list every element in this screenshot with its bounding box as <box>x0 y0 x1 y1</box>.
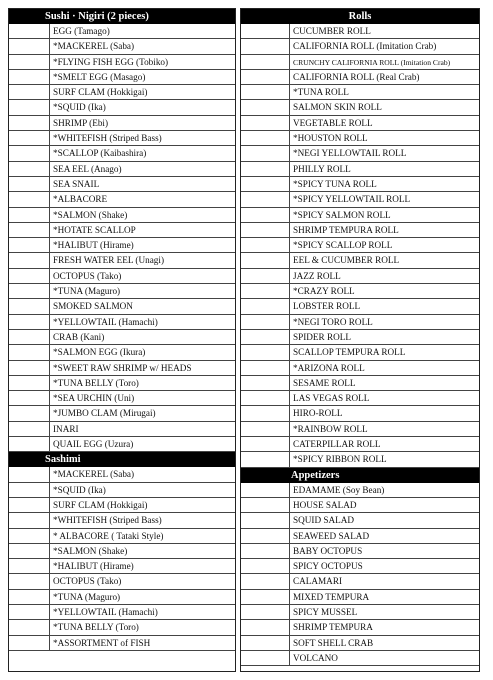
order-checkbox-cell[interactable] <box>241 208 290 222</box>
menu-item-label: VOLCANO <box>293 652 338 663</box>
menu-item-label: *SPICY SALMON ROLL <box>293 209 391 220</box>
sushi-row <box>9 70 235 85</box>
appetizer-row <box>241 620 479 635</box>
order-checkbox-cell[interactable] <box>241 192 290 206</box>
menu-item-label: HOUSE SALAD <box>293 499 357 510</box>
roll-row <box>241 315 479 330</box>
appetizer-row <box>241 605 479 620</box>
menu-item-label: CALIFORNIA ROLL (Real Crab) <box>293 71 420 82</box>
menu-item-label: LOBSTER ROLL <box>293 301 361 312</box>
roll-row <box>241 284 479 299</box>
roll-row <box>241 361 479 376</box>
right-column <box>240 8 480 672</box>
order-checkbox-cell[interactable] <box>9 238 50 252</box>
menu-item-label: *SQUID (Ika) <box>53 484 106 495</box>
order-checkbox-cell[interactable] <box>241 574 290 588</box>
sushi-row <box>9 100 235 115</box>
sushi-row <box>9 177 235 192</box>
menu-item-label: EEL & CUCUMBER ROLL <box>293 255 400 266</box>
menu-item-label: *HALIBUT (Hirame) <box>53 561 134 572</box>
order-checkbox-cell[interactable] <box>9 590 50 604</box>
sushi-row <box>9 253 235 268</box>
order-checkbox-cell[interactable] <box>241 299 290 313</box>
order-checkbox-cell[interactable] <box>241 620 290 634</box>
order-checkbox-cell[interactable] <box>9 177 50 191</box>
menu-item-label: CRAB (Kani) <box>53 331 105 342</box>
menu-item-label: *TUNA (Maguro) <box>53 286 121 297</box>
order-checkbox-cell[interactable] <box>241 559 290 573</box>
roll-row <box>241 192 479 207</box>
sashimi-header: Sashimi <box>9 452 235 467</box>
sushi-row <box>9 284 235 299</box>
roll-row <box>241 131 479 146</box>
order-checkbox-cell[interactable] <box>241 605 290 619</box>
order-checkbox-cell[interactable] <box>9 422 50 436</box>
order-checkbox-cell[interactable] <box>9 100 50 114</box>
order-checkbox-cell[interactable] <box>9 467 50 481</box>
menu-item-label: VEGETABLE ROLL <box>293 117 373 128</box>
menu-item-label: SPICY OCTOPUS <box>293 561 363 572</box>
roll-row <box>241 70 479 85</box>
order-checkbox-cell[interactable] <box>241 55 290 69</box>
roll-row <box>241 422 479 437</box>
menu-item-label: *MACKEREL (Saba) <box>53 41 135 52</box>
menu-item-label: SPICY MUSSEL <box>293 606 358 617</box>
roll-row <box>241 437 479 452</box>
order-checkbox-cell[interactable] <box>241 24 290 38</box>
sashimi-row <box>9 467 235 482</box>
menu-item-label: CUCUMBER ROLL <box>293 26 371 36</box>
order-checkbox-cell[interactable] <box>9 192 50 206</box>
order-checkbox-cell[interactable] <box>241 361 290 375</box>
sashimi-row <box>9 529 235 544</box>
menu-item-label: *SALMON (Shake) <box>53 209 128 220</box>
roll-row <box>241 452 479 467</box>
roll-row <box>241 223 479 238</box>
menu-item-label: SMOKED SALMON <box>53 301 133 312</box>
order-checkbox-cell[interactable] <box>9 574 50 588</box>
order-checkbox-cell[interactable] <box>241 422 290 436</box>
menu-item-label: SURF CLAM (Hokkigai) <box>53 87 148 98</box>
menu-item-label: SHRIMP (Ebi) <box>53 117 109 128</box>
order-checkbox-cell[interactable] <box>241 651 290 665</box>
menu-item-label: CATERPILLAR ROLL <box>293 439 381 450</box>
sushi-row <box>9 116 235 131</box>
sushi-row <box>9 391 235 406</box>
menu-item-label: SCALLOP TEMPURA ROLL <box>293 347 406 358</box>
menu-item-label: *WHITEFISH (Striped Bass) <box>53 133 162 144</box>
roll-row <box>241 376 479 391</box>
appetizer-row <box>241 590 479 605</box>
order-checkbox-cell[interactable] <box>9 146 50 160</box>
roll-row <box>241 55 479 70</box>
menu-item-label: *HOUSTON ROLL <box>293 133 368 144</box>
order-checkbox-cell[interactable] <box>9 223 50 237</box>
menu-item-label: *SEA URCHIN (Uni) <box>53 393 135 404</box>
order-checkbox-cell[interactable] <box>241 498 290 512</box>
order-checkbox-cell[interactable] <box>241 162 290 176</box>
order-checkbox-cell[interactable] <box>241 406 290 420</box>
order-checkbox-cell[interactable] <box>9 636 50 650</box>
menu-item-label: *SPICY TUNA ROLL <box>293 178 377 189</box>
sashimi-row <box>9 559 235 574</box>
menu-item-label: SEA SNAIL <box>53 178 100 189</box>
appetizer-row <box>241 651 479 666</box>
menu-item-label: *RAINBOW ROLL <box>293 423 368 434</box>
menu-item-label: *ASSORTMENT of FISH <box>53 637 151 648</box>
menu-item-label: LAS VEGAS ROLL <box>293 393 370 404</box>
rolls-header: Rolls <box>241 9 479 24</box>
order-checkbox-cell[interactable] <box>9 391 50 405</box>
menu-item-label: *TUNA BELLY (Toro) <box>53 622 139 633</box>
rolls-list <box>241 24 479 468</box>
order-checkbox-cell[interactable] <box>9 162 50 176</box>
menu-item-label: FRESH WATER EEL (Unagi) <box>53 255 165 266</box>
menu-item-label: SEAWEED SALAD <box>293 530 370 541</box>
sushi-row <box>9 269 235 284</box>
menu-item-label: BABY OCTOPUS <box>293 545 363 556</box>
order-checkbox-cell[interactable] <box>9 406 50 420</box>
sashimi-list <box>9 467 235 651</box>
roll-row <box>241 24 479 39</box>
menu-item-label: *ALBACORE <box>53 194 108 205</box>
sushi-row <box>9 131 235 146</box>
menu-item-label: CRUNCHY CALIFORNIA ROLL (Imitation Crab) <box>293 57 451 67</box>
sushi-row <box>9 376 235 391</box>
order-checkbox-cell[interactable] <box>241 223 290 237</box>
order-checkbox-cell[interactable] <box>241 391 290 405</box>
menu-item-label: SHRIMP TEMPURA <box>293 622 373 633</box>
order-checkbox-cell[interactable] <box>241 590 290 604</box>
menu-item-label: SEA EEL (Anago) <box>53 163 122 174</box>
menu-item-label: JAZZ ROLL <box>293 270 341 281</box>
menu-item-label: MIXED TEMPURA <box>293 591 370 602</box>
order-checkbox-cell[interactable] <box>241 100 290 114</box>
order-checkbox-cell[interactable] <box>9 70 50 84</box>
order-checkbox-cell[interactable] <box>9 330 50 344</box>
order-checkbox-cell[interactable] <box>241 85 290 99</box>
order-checkbox-cell[interactable] <box>9 116 50 130</box>
order-checkbox-cell[interactable] <box>241 315 290 329</box>
sushi-row <box>9 315 235 330</box>
menu-item-label: * ALBACORE ( Tataki Style) <box>53 530 164 541</box>
menu-item-label: *SPICY RIBBON ROLL <box>293 454 387 465</box>
appetizer-row <box>241 498 479 513</box>
sashimi-row <box>9 544 235 559</box>
order-checkbox-cell[interactable] <box>9 620 50 634</box>
order-checkbox-cell[interactable] <box>9 437 50 451</box>
order-checkbox-cell[interactable] <box>9 345 50 359</box>
order-checkbox-cell[interactable] <box>241 529 290 543</box>
menu-item-label: *SQUID (Ika) <box>53 102 106 113</box>
order-checkbox-cell[interactable] <box>241 269 290 283</box>
roll-row <box>241 253 479 268</box>
menu-item-label: SHRIMP TEMPURA ROLL <box>293 224 399 235</box>
menu-item-label: INARI <box>53 423 79 434</box>
menu-item-label: *YELLOWTAIL (Hamachi) <box>53 606 158 617</box>
appetizers-header: Appetizers <box>241 468 479 483</box>
sushi-row <box>9 422 235 437</box>
order-checkbox-cell[interactable] <box>241 70 290 84</box>
order-checkbox-cell[interactable] <box>9 24 50 38</box>
menu-item-label: EGG (Tamago) <box>53 26 110 36</box>
menu-item-label: SPIDER ROLL <box>293 331 351 342</box>
menu-item-label: *HOTATE SCALLOP <box>53 224 136 235</box>
sushi-row <box>9 299 235 314</box>
appetizer-row <box>241 559 479 574</box>
menu-item-label: *SWEET RAW SHRIMP w/ HEADS <box>53 362 192 373</box>
menu-item-label: *ARIZONA ROLL <box>293 362 365 373</box>
roll-row <box>241 391 479 406</box>
order-checkbox-cell[interactable] <box>241 483 290 497</box>
menu-item-label: OCTOPUS (Tako) <box>53 270 122 281</box>
menu-item-label: SESAME ROLL <box>293 377 356 388</box>
order-checkbox-cell[interactable] <box>9 376 50 390</box>
menu-item-label: HIRO-ROLL <box>293 408 343 419</box>
sashimi-row <box>9 498 235 513</box>
appetizer-row <box>241 544 479 559</box>
sushi-row <box>9 406 235 421</box>
order-checkbox-cell[interactable] <box>9 131 50 145</box>
sushi-row <box>9 223 235 238</box>
appetizer-row <box>241 513 479 528</box>
order-checkbox-cell[interactable] <box>9 544 50 558</box>
sushi-row <box>9 208 235 223</box>
menu-item-label: SALMON SKIN ROLL <box>293 102 382 113</box>
menu-item-label: CALAMARI <box>293 576 343 587</box>
menu-item-label: *SCALLOP (Kaibashira) <box>53 148 147 159</box>
roll-row <box>241 100 479 115</box>
order-checkbox-cell[interactable] <box>241 544 290 558</box>
sashimi-row <box>9 574 235 589</box>
sushi-row <box>9 146 235 161</box>
appetizer-row <box>241 636 479 651</box>
menu-item-label: SURF CLAM (Hokkigai) <box>53 499 148 510</box>
roll-row <box>241 208 479 223</box>
menu-item-label: *TUNA BELLY (Toro) <box>53 377 139 388</box>
order-checkbox-cell[interactable] <box>241 131 290 145</box>
roll-row <box>241 269 479 284</box>
order-checkbox-cell[interactable] <box>241 345 290 359</box>
order-checkbox-cell[interactable] <box>9 299 50 313</box>
order-checkbox-cell[interactable] <box>9 39 50 53</box>
order-checkbox-cell[interactable] <box>9 483 50 497</box>
menu-item-label: *SPICY YELLOWTAIL ROLL <box>293 194 411 205</box>
menu-item-label: *SALMON EGG (Ikura) <box>53 347 146 358</box>
menu-item-label: OCTOPUS (Tako) <box>53 576 122 587</box>
menu-item-label: *YELLOWTAIL (Hamachi) <box>53 316 158 327</box>
roll-row <box>241 406 479 421</box>
order-checkbox-cell[interactable] <box>241 177 290 191</box>
menu-item-label: *SALMON (Shake) <box>53 545 128 556</box>
roll-row <box>241 85 479 100</box>
menu-item-label: *MACKEREL (Saba) <box>53 469 135 480</box>
sushi-row <box>9 39 235 54</box>
appetizer-row <box>241 483 479 498</box>
menu-item-label: *TUNA ROLL <box>293 87 349 98</box>
roll-row <box>241 116 479 131</box>
menu-item-label: SOFT SHELL CRAB <box>293 637 374 648</box>
menu-item-label: *NEGI TORO ROLL <box>293 316 373 327</box>
roll-row <box>241 238 479 253</box>
order-checkbox-cell[interactable] <box>9 315 50 329</box>
sushi-row <box>9 330 235 345</box>
order-checkbox-cell[interactable] <box>9 513 50 527</box>
sushi-row <box>9 345 235 360</box>
sushi-nigiri-list <box>9 24 235 452</box>
order-checkbox-cell[interactable] <box>9 269 50 283</box>
order-checkbox-cell[interactable] <box>9 559 50 573</box>
menu-item-label: *SMELT EGG (Masago) <box>53 71 146 82</box>
menu-item-label: *SPICY SCALLOP ROLL <box>293 240 393 251</box>
order-checkbox-cell[interactable] <box>9 253 50 267</box>
order-checkbox-cell[interactable] <box>241 238 290 252</box>
sashimi-row <box>9 605 235 620</box>
order-checkbox-cell[interactable] <box>9 361 50 375</box>
roll-row <box>241 162 479 177</box>
roll-row <box>241 330 479 345</box>
sashimi-row <box>9 636 235 651</box>
roll-row <box>241 299 479 314</box>
menu-item-label: CALIFORNIA ROLL (Imitation Crab) <box>293 41 437 52</box>
sushi-row <box>9 361 235 376</box>
menu-item-label: *JUMBO CLAM (Mirugai) <box>53 408 156 419</box>
order-checkbox-cell[interactable] <box>9 284 50 298</box>
order-checkbox-cell[interactable] <box>241 330 290 344</box>
roll-row <box>241 345 479 360</box>
menu-item-label: SQUID SALAD <box>293 515 354 526</box>
order-checkbox-cell[interactable] <box>9 605 50 619</box>
roll-row <box>241 177 479 192</box>
order-checkbox-cell[interactable] <box>9 208 50 222</box>
sushi-row <box>9 55 235 70</box>
menu-item-label: PHILLY ROLL <box>293 163 351 174</box>
sashimi-row <box>9 513 235 528</box>
menu-item-label: *FLYING FISH EGG (Tobiko) <box>53 56 169 67</box>
roll-row <box>241 146 479 161</box>
sushi-row <box>9 24 235 39</box>
sushi-row <box>9 85 235 100</box>
menu-item-label: *NEGI YELLOWTAIL ROLL <box>293 148 407 159</box>
appetizers-list <box>241 483 479 667</box>
menu-item-label: *CRAZY ROLL <box>293 286 355 297</box>
order-checkbox-cell[interactable] <box>9 498 50 512</box>
sashimi-row <box>9 483 235 498</box>
sushi-row <box>9 437 235 452</box>
menu-item-label: *WHITEFISH (Striped Bass) <box>53 515 162 526</box>
sushi-row <box>9 192 235 207</box>
menu-item-label: EDAMAME (Soy Bean) <box>293 484 385 495</box>
order-checkbox-cell[interactable] <box>241 452 290 466</box>
order-checkbox-cell[interactable] <box>241 39 290 53</box>
menu-item-label: *HALIBUT (Hirame) <box>53 240 134 251</box>
appetizer-row <box>241 529 479 544</box>
order-checkbox-cell[interactable] <box>9 529 50 543</box>
order-checkbox-cell[interactable] <box>241 253 290 267</box>
order-checkbox-cell[interactable] <box>9 85 50 99</box>
roll-row <box>241 39 479 54</box>
order-checkbox-cell[interactable] <box>9 55 50 69</box>
sushi-row <box>9 162 235 177</box>
order-checkbox-cell[interactable] <box>241 284 290 298</box>
sushi-row <box>9 238 235 253</box>
order-checkbox-cell[interactable] <box>241 513 290 527</box>
order-checkbox-cell[interactable] <box>241 376 290 390</box>
appetizer-row <box>241 574 479 589</box>
order-checkbox-cell[interactable] <box>241 146 290 160</box>
order-checkbox-cell[interactable] <box>241 437 290 451</box>
order-checkbox-cell[interactable] <box>241 116 290 130</box>
order-checkbox-cell[interactable] <box>241 636 290 650</box>
sushi-nigiri-header: Sushi · Nigiri (2 pieces) <box>9 9 235 24</box>
left-column <box>8 8 236 672</box>
menu-item-label: *TUNA (Maguro) <box>53 591 121 602</box>
menu-item-label: QUAIL EGG (Uzura) <box>53 439 134 450</box>
sashimi-row <box>9 590 235 605</box>
sashimi-row <box>9 620 235 635</box>
